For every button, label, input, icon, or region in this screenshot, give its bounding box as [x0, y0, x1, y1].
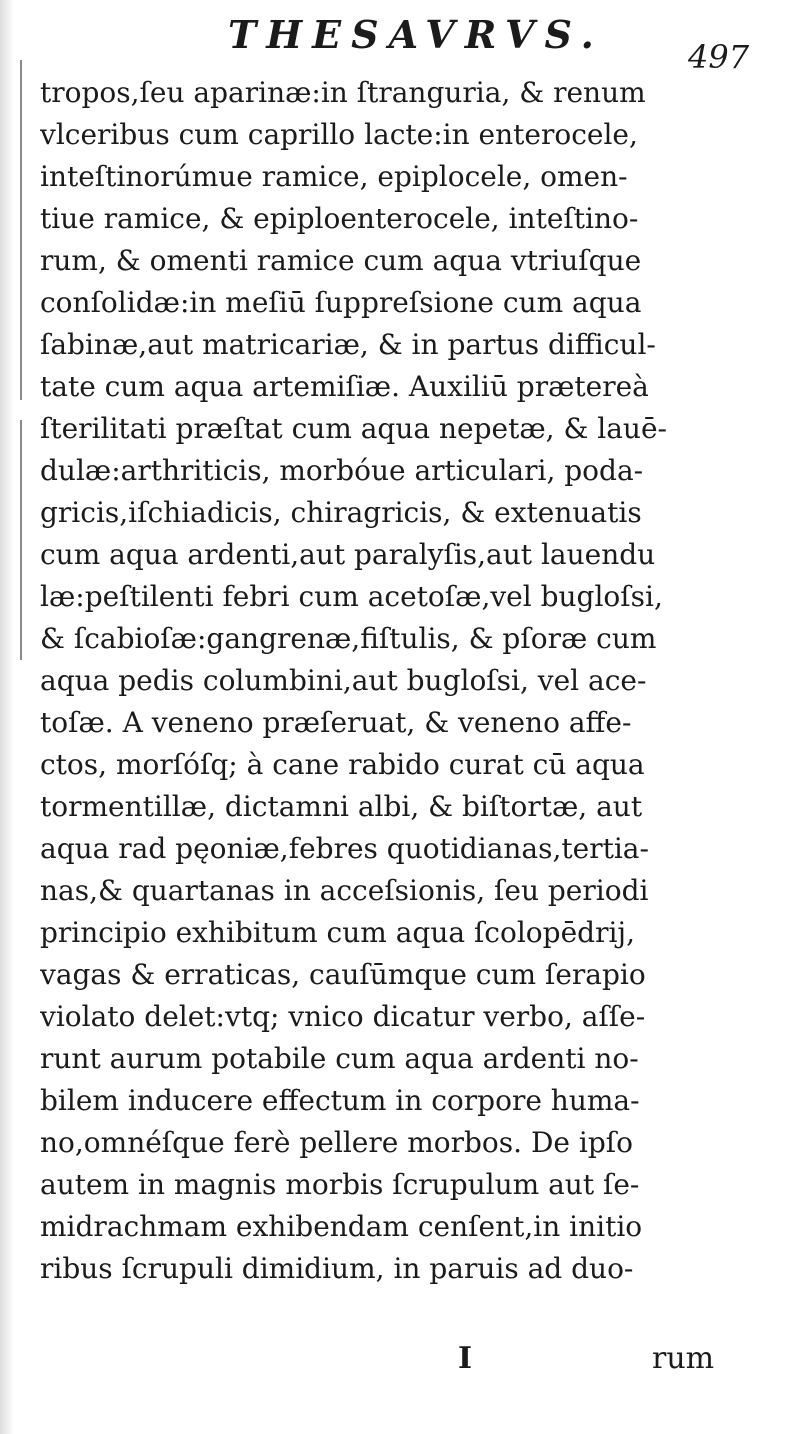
text-line: inteſtinorúmue ramice, epiplocele, omen-	[40, 160, 628, 193]
text-line: ſabinæ,aut matricariæ, & in partus difficul-	[40, 328, 656, 361]
text-line: tropos,ſeu aparinæ:in ſtranguria, & renum	[40, 76, 646, 109]
text-line: no,omnéſque ferè pellere morbos. De ipſo	[40, 1126, 633, 1159]
text-line: autem in magnis morbis ſcrupulum aut ſe-	[40, 1168, 640, 1201]
text-line: & ſcabioſæ:gangrenæ,fiſtulis, & pſoræ cum	[40, 622, 657, 655]
text-line: principio exhibitum cum aqua ſcolopēdrij,	[40, 916, 635, 949]
text-line: bilem inducere effectum in corpore huma-	[40, 1084, 640, 1117]
text-line: toſæ. A veneno præſeruat, & veneno affe-	[40, 706, 632, 739]
text-line: ribus ſcrupuli dimidium, in paruis ad duo-	[40, 1252, 634, 1285]
signature-mark: I	[458, 1341, 473, 1376]
text-line: ſterilitati præſtat cum aqua nepetæ, & lauē-	[40, 412, 667, 445]
text-line: tate cum aqua artemiſiæ. Auxiliū prætereà	[40, 370, 649, 403]
page-binding-edge	[0, 0, 14, 1434]
catchword: rum	[652, 1341, 715, 1376]
text-line: conſolidæ:in meſiū ſuppreſsione cum aqua	[40, 286, 642, 319]
text-line: rum, & omenti ramice cum aqua vtriuſque	[40, 244, 642, 277]
text-line: læ:peſtilenti febri cum acetoſæ,vel bugloſsi,	[40, 580, 663, 613]
gutter-shadow-lower	[20, 420, 22, 660]
text-line: aqua pedis columbini,aut bugloſsi, vel ace-	[40, 664, 647, 697]
text-line: tormentillæ, dictamni albi, & biſtortæ, aut	[40, 790, 643, 823]
running-title: THESAVRVS.	[228, 12, 604, 57]
page-number: 497	[688, 38, 750, 76]
text-line: runt aurum potabile cum aqua ardenti no-	[40, 1042, 639, 1075]
text-line: ctos, morſóſq; à cane rabido curat cū aqua	[40, 748, 645, 781]
page-footer	[40, 1338, 790, 1380]
text-line: dulæ:arthriticis, morbóue articulari, poda-	[40, 454, 644, 487]
text-line: cum aqua ardenti,aut paralyſis,aut lauendu	[40, 538, 656, 571]
text-line: tiue ramice, & epiploenterocele, inteſtino-	[40, 202, 639, 235]
text-line: midrachmam exhibendam cenſent,in initio	[40, 1210, 643, 1243]
text-line: gricis,iſchiadicis, chiragricis, & extenuatis	[40, 496, 642, 529]
text-line: vlceribus cum caprillo lacte:in enterocele,	[40, 118, 638, 151]
gutter-shadow-upper	[20, 60, 22, 400]
text-line: vagas & erraticas, cauſūmque cum ſerapio	[40, 958, 646, 991]
text-line: aqua rad pęoniæ,febres quotidianas,tertia-	[40, 832, 649, 865]
text-line: nas,& quartanas in acceſsionis, ſeu periodi	[40, 874, 649, 907]
text-line: violato delet:vtq; vnico dicatur verbo, aſſe-	[40, 1000, 646, 1033]
body-text	[40, 72, 790, 1290]
